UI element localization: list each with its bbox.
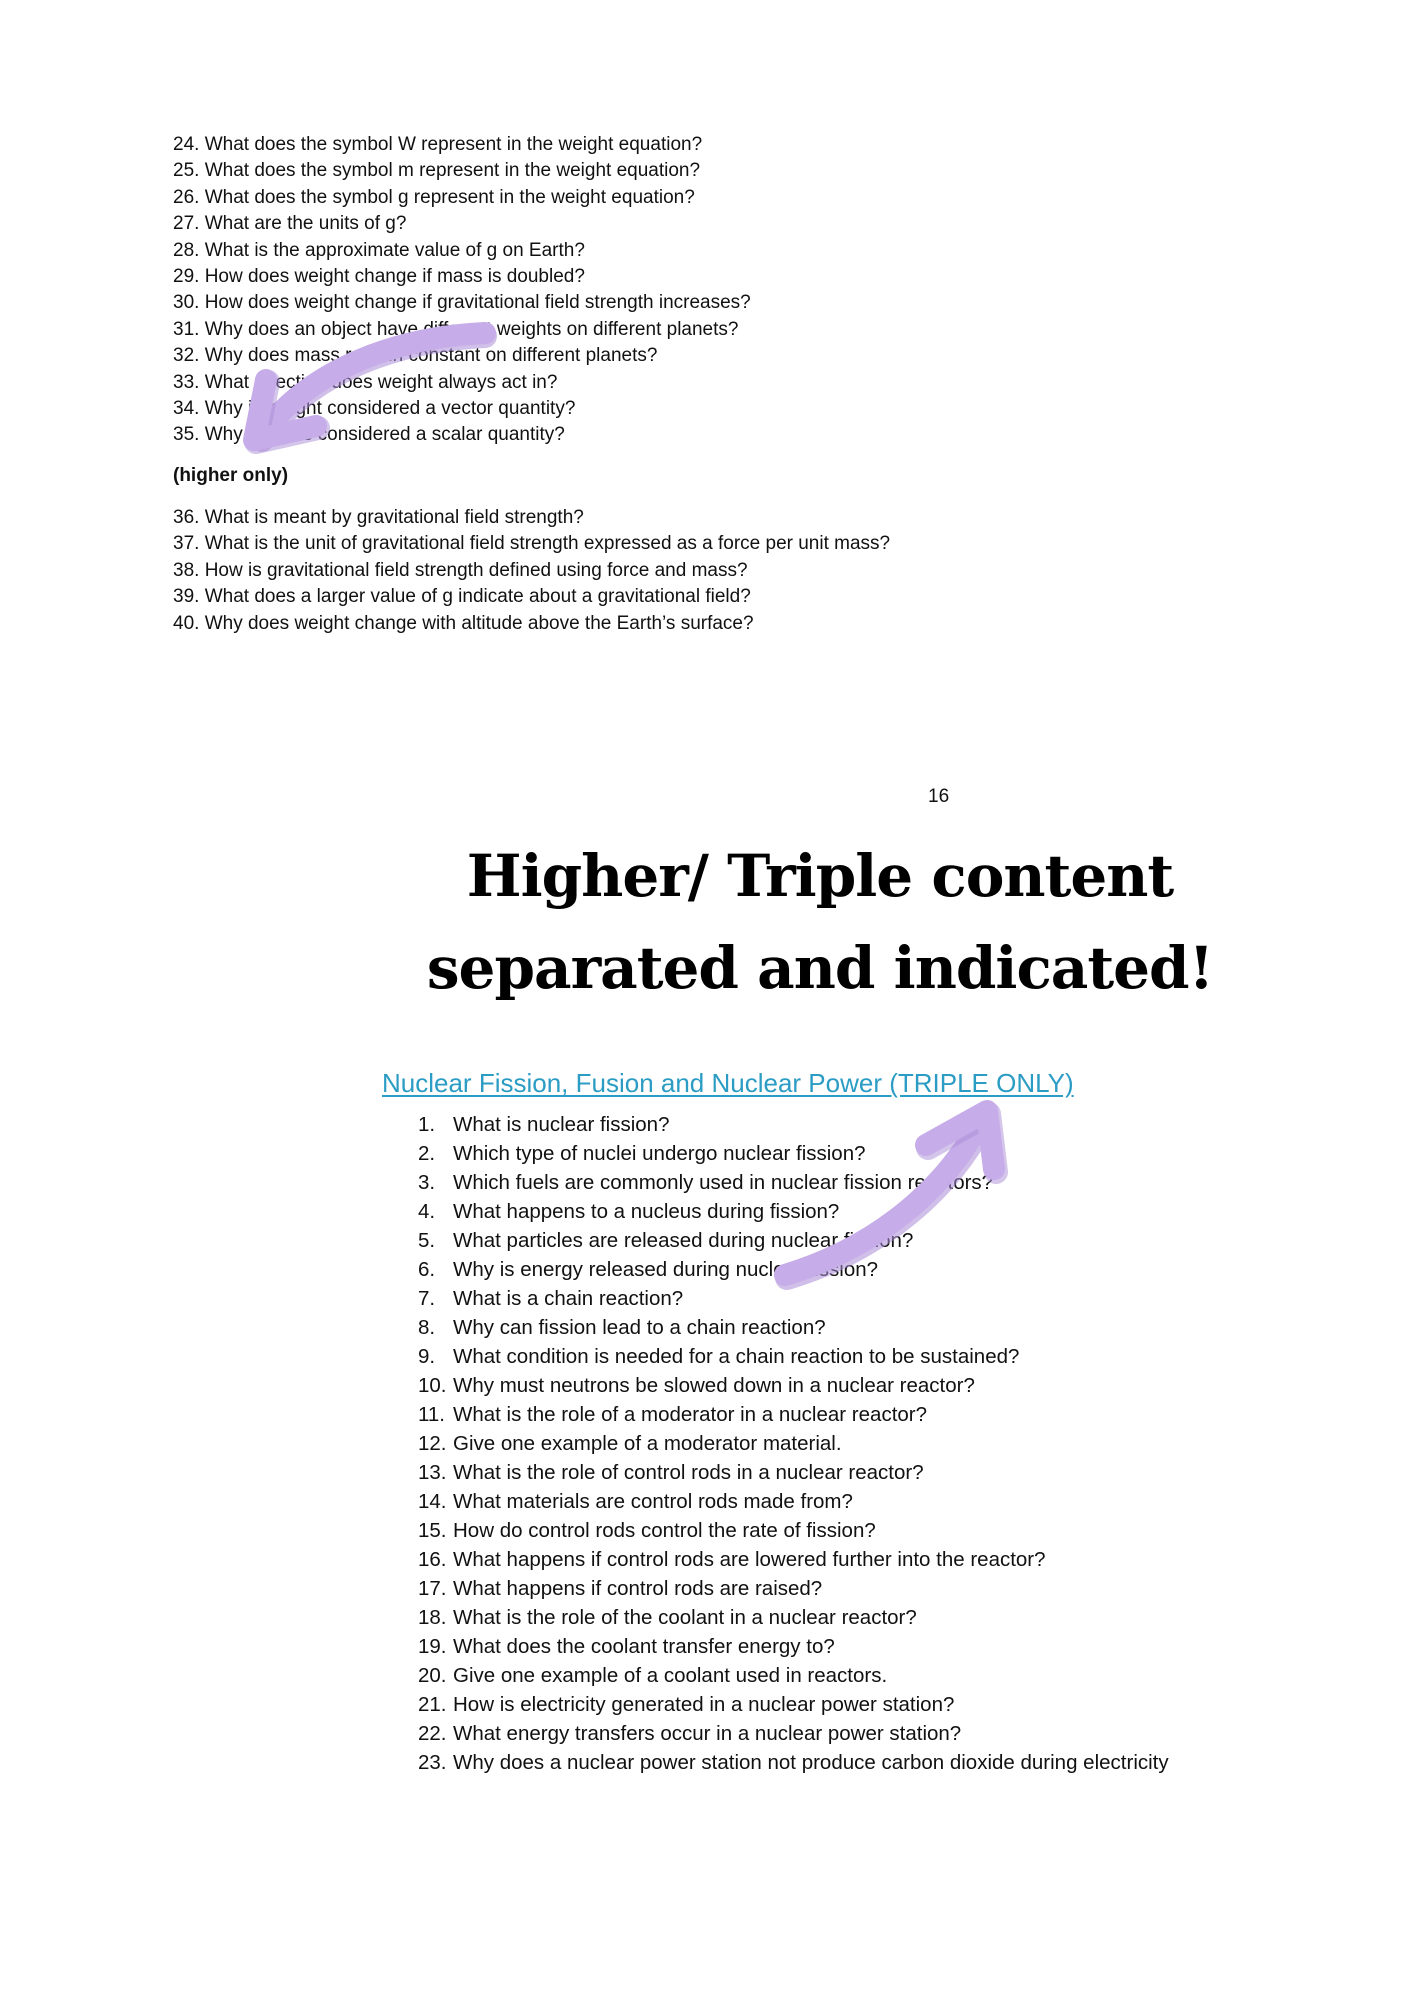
question-number: 17.: [418, 1577, 447, 1600]
question-text: What does the symbol W represent in the weight equation?: [204, 134, 703, 155]
question-number: 39.: [173, 586, 200, 608]
question-text: What is meant by gravitational field strength?: [204, 507, 584, 528]
list-item: [173, 422, 751, 448]
question-number: 2.: [418, 1142, 436, 1165]
question-text: What does a larger value of g indicate about a gravitational field?: [204, 586, 751, 608]
list-item: [173, 317, 751, 343]
question-text: What is nuclear fission?: [453, 1113, 670, 1136]
question-text: What happens if control rods are raised?: [453, 1577, 823, 1600]
section-title-link[interactable]: Nuclear Fission, Fusion and Nuclear Power (TRIPLE ONLY): [382, 1068, 1074, 1098]
page-number: 16: [928, 786, 950, 807]
question-number: 21.: [418, 1693, 447, 1716]
question-text: Why does a nuclear power station not produce carbon dioxide during electricity: [453, 1751, 1169, 1774]
question-text: Give one example of a moderator material.: [453, 1432, 842, 1455]
question-text: What is the role of control rods in a nuclear reactor?: [453, 1461, 924, 1484]
question-text: What materials are control rods made from?: [453, 1490, 853, 1513]
question-text: Why is weight considered a vector quantity?: [204, 398, 576, 420]
question-text: What energy transfers occur in a nuclear power station?: [453, 1722, 962, 1745]
list-item: [173, 211, 751, 237]
question-text: Why does weight change with altitude above the Earth’s surface?: [204, 612, 754, 634]
question-text: Which type of nuclei undergo nuclear fission?: [453, 1142, 866, 1165]
question-number: 18.: [418, 1606, 447, 1629]
question-number: 20.: [418, 1664, 447, 1687]
question-text: What particles are released during nuclear fission?: [453, 1229, 914, 1252]
promo-banner-heading: [380, 830, 1260, 1014]
question-number: 6.: [418, 1258, 436, 1281]
list-item: [173, 370, 751, 396]
question-number: 9.: [418, 1345, 436, 1368]
question-text: Why is mass considered a scalar quantity?: [204, 424, 565, 446]
question-number: 26.: [173, 186, 200, 208]
list-item: [173, 611, 890, 637]
list-item: [173, 584, 890, 610]
question-number: 1.: [418, 1113, 436, 1136]
question-text: What does the symbol g represent in the weight equation?: [204, 186, 695, 208]
question-number: 30.: [173, 292, 200, 314]
question-number: 32.: [173, 345, 200, 367]
question-text: How does weight change if mass is doubled?: [204, 266, 585, 288]
banner-line-2: separated and indicated!: [426, 934, 1214, 1002]
question-number: 5.: [418, 1229, 436, 1252]
question-text: How is electricity generated in a nuclear power station?: [453, 1693, 955, 1716]
question-number: 24.: [173, 134, 200, 155]
list-item: [173, 158, 751, 184]
list-item: [173, 505, 890, 531]
question-text: What direction does weight always act in?: [204, 371, 558, 393]
question-text: What is the role of the coolant in a nuclear reactor?: [453, 1606, 917, 1629]
question-number: 19.: [418, 1635, 447, 1658]
question-number: 7.: [418, 1287, 436, 1310]
list-item: [173, 531, 890, 557]
question-number: 33.: [173, 371, 200, 393]
question-number: 8.: [418, 1316, 436, 1339]
question-number: 37.: [173, 533, 200, 555]
question-text: Which fuels are commonly used in nuclear fission reactors?: [453, 1171, 994, 1194]
question-number: 38.: [173, 559, 200, 581]
question-number: 25.: [173, 160, 200, 182]
banner-line-1: Higher/ Triple content: [466, 842, 1174, 910]
question-text: What does the symbol m represent in the weight equation?: [204, 160, 701, 182]
question-number: 31.: [173, 318, 200, 340]
list-item: [173, 290, 751, 316]
question-number: 15.: [418, 1519, 447, 1542]
question-text: Why must neutrons be slowed down in a nuclear reactor?: [453, 1374, 975, 1397]
question-text: Give one example of a coolant used in reactors.: [453, 1664, 888, 1687]
question-text: Why is energy released during nuclear fission?: [453, 1258, 879, 1281]
higher-only-label: (higher only): [173, 465, 289, 486]
question-number: 34.: [173, 398, 200, 420]
list-item: [173, 132, 751, 158]
question-text: What is a chain reaction?: [453, 1287, 684, 1310]
question-number: 10.: [418, 1374, 447, 1397]
question-text: How does weight change if gravitational field strength increases?: [204, 292, 751, 314]
question-text: Why does an object have different weights on different planets?: [204, 318, 739, 340]
list-item: [173, 558, 890, 584]
question-number: 14.: [418, 1490, 447, 1513]
list-item: [173, 343, 751, 369]
question-text: How is gravitational field strength defined using force and mass?: [204, 559, 748, 581]
question-text: What is the role of a moderator in a nuclear reactor?: [453, 1403, 928, 1426]
question-number: 36.: [173, 507, 200, 528]
weight-question-list: [173, 132, 751, 449]
question-number: 12.: [418, 1432, 447, 1455]
question-number: 13.: [418, 1461, 447, 1484]
question-text: What happens to a nucleus during fission?: [453, 1200, 840, 1223]
question-number: 35.: [173, 424, 200, 446]
question-number: 29.: [173, 266, 200, 288]
question-number: 28.: [173, 239, 200, 261]
higher-question-list: [173, 505, 890, 637]
question-text: What is the approximate value of g on Earth?: [204, 239, 585, 261]
question-number: 23.: [418, 1751, 447, 1774]
list-item: [173, 238, 751, 264]
question-text: Why can fission lead to a chain reaction?: [453, 1316, 826, 1339]
question-number: 40.: [173, 612, 200, 634]
question-text: What happens if control rods are lowered further into the reactor?: [453, 1548, 1046, 1571]
question-number: 22.: [418, 1722, 447, 1745]
question-number: 11.: [418, 1403, 445, 1426]
question-number: 27.: [173, 213, 200, 235]
question-text: What condition is needed for a chain reaction to be sustained?: [453, 1345, 1020, 1368]
question-text: What are the units of g?: [204, 213, 407, 235]
question-number: 4.: [418, 1200, 436, 1223]
question-number: 16.: [418, 1548, 447, 1571]
list-item: [173, 185, 751, 211]
fission-questions-section: [0, 1110, 1414, 1774]
question-number: 3.: [418, 1171, 436, 1194]
list-item: [173, 396, 751, 422]
question-text: What does the coolant transfer energy to?: [453, 1635, 835, 1658]
question-text: How do control rods control the rate of fission?: [453, 1519, 876, 1542]
question-text: Why does mass remain constant on different planets?: [204, 345, 658, 367]
question-text: What is the unit of gravitational field strength expressed as a force per unit mass?: [204, 533, 891, 555]
list-item: [173, 264, 751, 290]
